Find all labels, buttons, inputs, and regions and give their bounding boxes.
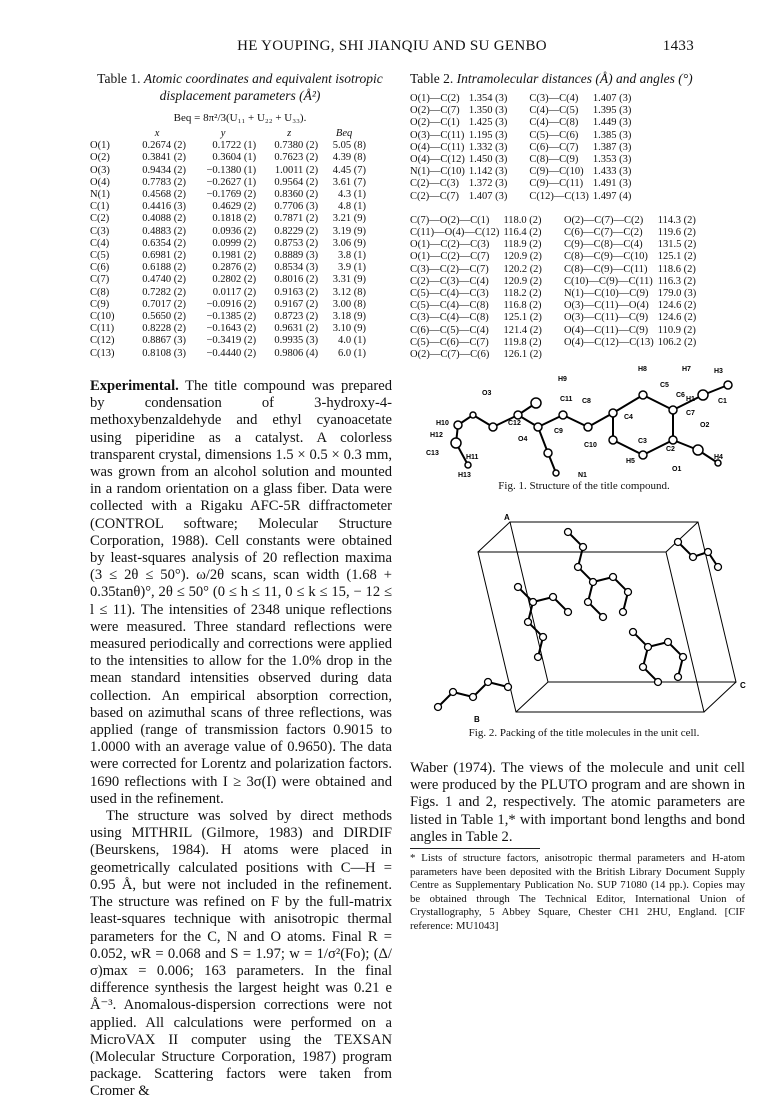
- bond-label: N(1)—C(10): [410, 166, 465, 178]
- bond-value: 124.6 (2): [657, 300, 697, 312]
- bond-value: 118.9 (2): [503, 239, 542, 251]
- table-cell: 0.9434 (2): [142, 164, 187, 176]
- figure2-molecules: [438, 532, 718, 707]
- atom-label: C2: [666, 446, 675, 453]
- atom-label: O(2): [90, 152, 110, 164]
- table-cell: 0.4416 (3): [142, 201, 187, 213]
- table-cell: 3.12 (8): [332, 286, 366, 298]
- table-row: [410, 154, 635, 166]
- atom-label: H4: [714, 454, 723, 461]
- table-cell: 0.4629 (2): [212, 201, 257, 213]
- table2-caption-text: Intramolecular distances (Å) and angles (°): [456, 71, 693, 86]
- bond-label: C(3)—C(4): [529, 93, 579, 104]
- bond-label: C(12)—C(13): [529, 190, 589, 202]
- figure1-molecule-structure: [418, 355, 750, 490]
- table-row: [410, 142, 635, 154]
- table2-label: Table 2.: [410, 71, 454, 86]
- atom-label: H13: [458, 472, 471, 479]
- bond-value: 126.1 (2): [503, 349, 542, 361]
- bond-label: O(3)—C(11)—O(4): [563, 300, 649, 312]
- table-cell: 0.8534 (3): [274, 262, 319, 274]
- bond-value: 118.0 (2): [503, 214, 542, 226]
- atom-label: H9: [558, 376, 567, 383]
- bond-label: C(9)—C(8)—C(4): [563, 239, 643, 251]
- bond-value: 131.5 (2): [657, 239, 697, 251]
- table-cell: 0.0117 (2): [212, 286, 257, 298]
- atom-label: O1: [672, 466, 682, 473]
- table2-distances: [410, 93, 635, 203]
- atom-label: O(3): [90, 164, 110, 176]
- bond-value: 120.9 (2): [503, 275, 542, 287]
- table-row: [410, 337, 700, 349]
- table-row: [410, 215, 700, 227]
- table-cell: 0.4568 (2): [142, 189, 187, 201]
- bond-label: O(4)—C(11)—C(9): [563, 324, 649, 336]
- atom-label: C4: [624, 414, 633, 421]
- table-cell: 3.18 (9): [332, 311, 366, 323]
- table1-label: Table 1.: [97, 71, 141, 86]
- bond-value: 1.372 (3): [468, 178, 508, 190]
- bond-label: O(1)—C(2)—C(7): [410, 251, 490, 263]
- bond-label: O(1)—C(2)—C(3): [410, 239, 490, 251]
- atom-label: O4: [518, 436, 528, 443]
- table-cell: 0.6354 (2): [142, 237, 187, 249]
- bond-label: C(8)—C(9)—C(10): [563, 251, 648, 263]
- table-cell: 0.6981 (2): [142, 250, 187, 262]
- table-cell: 3.06 (9): [332, 237, 366, 249]
- table-cell: −0.2627 (1): [206, 176, 257, 188]
- table-cell: 0.4740 (2): [142, 274, 187, 286]
- table-row: [410, 93, 635, 105]
- bond-label: C(6)—C(5)—C(4): [410, 324, 489, 336]
- table1: [90, 70, 390, 360]
- table-row: [90, 274, 368, 286]
- bond-value: 118.6 (2): [657, 263, 696, 275]
- table-cell: 0.7783 (2): [142, 176, 187, 188]
- atom-label: H7: [682, 366, 691, 373]
- bond-label: C(4)—C(8): [529, 117, 579, 129]
- table-cell: 0.9631 (2): [274, 323, 319, 335]
- table-row: [90, 335, 368, 347]
- running-title: HE YOUPING, SHI JIANQIU AND SU GENBO: [237, 38, 547, 54]
- bond-label: C(8)—C(9): [529, 154, 579, 166]
- table-cell: 3.31 (9): [332, 274, 366, 286]
- table-row: [410, 300, 700, 312]
- atom-label: C3: [638, 438, 647, 445]
- table-row: [410, 191, 635, 203]
- experimental-paragraph-2: The structure was solved by direct methods using MITHRIL (Gilmore, 1983) and DIRDIF (Beurskens, 1984). H atoms were placed in geometrically calculated positions with C—H = 0.95 Å, but were not included in the refinement. The structure was refined on F by the full-matrix least-squares technique with anisotropic thermal parameters for the C, N and O atoms. Final R = 0.052, wR = 0.068 and S = 1.97; w = 1/σ²(Fo); (Δ/σ)max = 0.006; 163 parameters. In the final difference synthesis the largest height was 0.21 e Å⁻³. Anomalous-dispersion corrections were not applied. All calculations were performed on a MicroVAX II computer using the TEXSAN (Molecular Structure Corporation, 1987) program package. Scattering factors were taken from Cromer &: [90, 808, 392, 1100]
- table-row: [90, 152, 368, 164]
- table-row: [90, 299, 368, 311]
- table-row: [90, 348, 368, 360]
- bond-value: 1.449 (3): [592, 117, 632, 129]
- table-cell: 0.1981 (2): [212, 250, 257, 262]
- table-row: [410, 166, 635, 178]
- table-cell: 4.45 (7): [332, 164, 366, 176]
- table-row: [90, 250, 368, 262]
- bond-value: 1.497 (4): [592, 190, 632, 202]
- table-cell: 0.7871 (2): [274, 213, 319, 225]
- bond-label: C(6)—C(7)—C(2): [563, 227, 643, 239]
- bond-label: O(1)—C(2): [410, 93, 460, 104]
- atom-label: C5: [660, 382, 669, 389]
- table-cell: 6.0 (1): [338, 347, 366, 359]
- table-cell: 0.8108 (3): [142, 347, 187, 359]
- atom-label: H10: [436, 420, 449, 427]
- table2-angles: [410, 215, 700, 361]
- table-row: [90, 201, 368, 213]
- bond-value: 106.2 (2): [657, 336, 697, 348]
- atom-label: H12: [430, 432, 443, 439]
- bond-label: O(2)—C(7)—C(2): [563, 214, 644, 226]
- bond-value: 1.142 (3): [468, 166, 508, 178]
- table-cell: 0.8228 (2): [142, 323, 187, 335]
- table-row: [410, 239, 700, 251]
- figure2-caption: Fig. 2. Packing of the title molecules in the unit cell.: [468, 727, 700, 739]
- bond-label: C(3)—C(4)—C(8): [410, 312, 489, 324]
- table1-caption: [90, 70, 390, 104]
- table1-header-cell: y: [220, 128, 226, 139]
- atom-label: C6: [676, 392, 685, 399]
- table-cell: 0.9163 (2): [274, 286, 319, 298]
- bond-value: 1.407 (3): [592, 93, 632, 104]
- table-cell: −0.0916 (2): [206, 298, 257, 310]
- bond-value: 114.3 (2): [657, 214, 696, 226]
- table-row: [90, 262, 368, 274]
- table-cell: 0.7380 (2): [274, 140, 319, 152]
- bond-label: C(2)—C(3)—C(4): [410, 275, 489, 287]
- table-cell: 0.9167 (2): [274, 298, 319, 310]
- axis-label-b: B: [474, 715, 480, 724]
- table-cell: 0.0999 (2): [212, 237, 257, 249]
- atom-label: H5: [626, 458, 635, 465]
- table-row: [90, 140, 368, 152]
- bond-value: 120.9 (2): [503, 251, 542, 263]
- atom-label: C9: [554, 428, 563, 435]
- table-cell: 0.2674 (2): [142, 140, 187, 152]
- table-row: [410, 117, 635, 129]
- bond-value: 119.6 (2): [657, 227, 696, 239]
- table-cell: 0.8016 (2): [274, 274, 319, 286]
- table1-grid: [90, 128, 368, 360]
- page-number: 1433: [662, 38, 694, 54]
- table-cell: 3.9 (1): [338, 262, 366, 274]
- bond-value: 121.4 (2): [503, 324, 542, 336]
- table-row: [90, 165, 368, 177]
- bond-label: C(6)—C(7): [529, 141, 579, 153]
- atom-label: C(3): [90, 225, 110, 237]
- bond-value: 1.425 (3): [468, 117, 508, 129]
- axis-label-a: A: [504, 513, 510, 522]
- bond-value: 125.1 (2): [503, 312, 542, 324]
- bond-value: 1.395 (3): [592, 105, 632, 117]
- atom-label: C1: [718, 398, 727, 405]
- table-cell: 0.8753 (2): [274, 237, 319, 249]
- bond-label: O(3)—C(11): [410, 129, 465, 141]
- bond-value: 116.4 (2): [503, 227, 542, 239]
- bond-value: 1.433 (3): [592, 166, 632, 178]
- table-row: [90, 311, 368, 323]
- table1-caption-text: Atomic coordinates and equivalent isotropic displacement parameters (Å²): [143, 71, 383, 103]
- atom-label: C10: [584, 442, 597, 449]
- bond-value: 1.195 (3): [468, 129, 508, 141]
- bond-value: 1.385 (3): [592, 129, 632, 141]
- figure2-unit-cell-packing: [418, 512, 750, 732]
- table-cell: 0.1818 (2): [212, 213, 257, 225]
- atom-label: O(1): [90, 140, 110, 152]
- table-row: [410, 264, 700, 276]
- table-row: [410, 227, 700, 239]
- table-cell: 3.21 (9): [332, 213, 366, 225]
- bond-label: C(5)—C(6)—C(7): [410, 336, 489, 348]
- atom-label: C7: [686, 410, 695, 417]
- table1-header-cell: x: [154, 128, 160, 139]
- bond-value: 125.1 (2): [657, 251, 697, 263]
- table-cell: 0.5650 (2): [142, 311, 187, 323]
- table-cell: 0.8889 (3): [274, 250, 319, 262]
- atom-label: N1: [578, 472, 587, 479]
- bond-value: 118.2 (2): [503, 288, 542, 300]
- table-cell: 0.8867 (3): [142, 335, 187, 347]
- table-row: [410, 288, 700, 300]
- bond-value: 1.353 (3): [592, 154, 632, 166]
- table-cell: 3.19 (9): [332, 225, 366, 237]
- figure1-caption: Fig. 1. Structure of the title compound.: [498, 480, 670, 492]
- atom-label: H11: [466, 454, 479, 461]
- footnote-divider: [410, 848, 540, 849]
- atom-label: C(11): [90, 323, 115, 335]
- bond-value: 1.407 (3): [468, 190, 508, 202]
- table-cell: 0.3841 (2): [142, 152, 187, 164]
- table-cell: 4.39 (8): [332, 152, 366, 164]
- bond-label: C(8)—C(9)—C(11): [563, 263, 648, 275]
- bond-label: C(9)—C(11): [529, 178, 584, 190]
- bond-value: 120.2 (2): [503, 263, 542, 275]
- table-cell: −0.1380 (1): [206, 164, 257, 176]
- table-row: [90, 226, 368, 238]
- table-cell: 0.9935 (3): [274, 335, 319, 347]
- atom-label: C(4): [90, 237, 110, 249]
- experimental-heading: Experimental.: [90, 378, 179, 394]
- atom-label: C8: [582, 398, 591, 405]
- table-cell: 1.0011 (2): [274, 164, 319, 176]
- table-cell: 3.8 (1): [338, 250, 366, 262]
- bond-value: 179.0 (3): [657, 288, 697, 300]
- atom-label: N(1): [90, 189, 110, 201]
- bond-label: O(3)—C(11)—C(9): [563, 312, 649, 324]
- bond-label: C(10)—C(9)—C(11): [563, 275, 653, 287]
- bond-value: 1.491 (3): [592, 178, 632, 190]
- bond-label: C(5)—C(4)—C(3): [410, 288, 489, 300]
- atom-label: C(13): [90, 347, 115, 359]
- bond-value: 119.8 (2): [503, 336, 542, 348]
- bond-label: O(2)—C(7): [410, 105, 460, 117]
- table-cell: 3.00 (8): [332, 298, 366, 310]
- table-cell: 0.8229 (2): [274, 225, 319, 237]
- beq-formula: Beq = 8π²/3(U₁₁ + U₂₂ + U₃₃).: [173, 112, 307, 124]
- experimental-text-1: The title compound was prepared by condensation of 3-hydroxy-4-methoxybenzaldehyde and ethyl cyanoacetate using piperidine as a catalyst. A colorless transparent crystal, dimensions 1.5 × 0.5 × 0.3 mm, was grown from an alcohol solution and mounted in a random orientation on a glass fiber. Data were collected with a Rigaku AFC-5R diffractometer (CONTROL software; Molecular Structure Corporation, 1988). Cell constants were obtained by least-squares analysis of 20 reflection maxima (3 ≤ 2θ ≤ 50°). ω/2θ scans, scan width (1.68 + 0.35tanθ)°, 2θ ≤ 50° (0 ≤ h ≤ 11, 0 ≤ k ≤ 15, − 12 ≤ l ≤ 11). The intensities of 2348 unique reflections were measured. Three standard reflections were measured periodically and corrections were applied to the intensities to allow for the 1.0% drop in the mean standard intensities observed during data collection. An empirical absorption correction, based on azimuthal scans of three reflections, was applied (range of transmission factors 0.9015 to 1.0000 with an average value of 0.9650). The data were corrected for Lorentz and polarization factors. 1690 reflections with I ≥ 3σ(I) were obtained and used in the refinement.: [90, 378, 392, 807]
- atom-label: C(9): [90, 298, 110, 310]
- figure2-atoms: [435, 529, 722, 711]
- table-cell: 0.9806 (4): [274, 347, 319, 359]
- atom-label: H3: [714, 368, 723, 375]
- table-row: [90, 238, 368, 250]
- table-cell: 0.2876 (2): [212, 262, 257, 274]
- table-row: [410, 178, 635, 190]
- experimental-section: [90, 378, 392, 1101]
- table-cell: 0.7623 (2): [274, 152, 319, 164]
- axis-label-c: C: [740, 681, 746, 690]
- bond-value: 116.8 (2): [503, 300, 542, 312]
- table-cell: 0.9564 (2): [274, 176, 319, 188]
- atom-label: H8: [638, 366, 647, 373]
- table-cell: 0.4883 (2): [142, 225, 187, 237]
- bond-value: 1.332 (3): [468, 141, 508, 153]
- bond-label: N(1)—C(10)—C(9): [563, 288, 649, 300]
- table-cell: 0.8360 (2): [274, 189, 319, 201]
- table2: [410, 70, 740, 361]
- table-cell: 0.8723 (2): [274, 311, 319, 323]
- table-cell: −0.4440 (2): [206, 347, 257, 359]
- atom-label: O3: [482, 390, 492, 397]
- table-cell: 0.0936 (2): [212, 225, 257, 237]
- bond-label: C(5)—C(6): [529, 129, 579, 141]
- atom-label: C(2): [90, 213, 110, 225]
- bond-value: 1.450 (3): [468, 154, 508, 166]
- table-row: [90, 287, 368, 299]
- table-cell: −0.1643 (2): [206, 323, 257, 335]
- table1-header-cell: [90, 128, 126, 140]
- footnote: * Lists of structure factors, anisotropic thermal parameters and H-atom parameters have been deposited with the British Library Document Supply Centre as Supplementary Publication No. SUP 71080 (14 pp.). Copies may be obtained through The Technical Editor, International Union of Crystallography, 5 Abbey Square, Chester CH1 2HU, England. [CIF reference: MU1043]: [410, 852, 745, 932]
- table-cell: 0.3604 (1): [212, 152, 257, 164]
- bond-value: 124.6 (2): [657, 312, 697, 324]
- atom-label: C(10): [90, 311, 115, 323]
- experimental-paragraph-1: [90, 378, 392, 808]
- table-row: [90, 177, 368, 189]
- atom-label: C(1): [90, 201, 110, 213]
- bond-label: O(4)—C(12)—C(13): [563, 336, 654, 348]
- table1-header-cell: Beq: [335, 128, 353, 139]
- bond-value: 116.3 (2): [657, 275, 696, 287]
- table2-caption: [410, 70, 740, 87]
- table-row: [410, 130, 635, 142]
- bond-label: C(7)—O(2)—C(1): [410, 214, 490, 226]
- table-cell: 5.05 (8): [332, 140, 366, 152]
- table-cell: −0.1769 (2): [206, 189, 257, 201]
- table-cell: 3.61 (7): [332, 176, 366, 188]
- table-cell: 0.6188 (2): [142, 262, 187, 274]
- atom-label: O(4): [90, 176, 110, 188]
- bond-value: 1.387 (3): [592, 141, 632, 153]
- table-row: [410, 276, 700, 288]
- bond-value: 1.354 (3): [468, 93, 508, 104]
- atom-label: C11: [560, 396, 573, 403]
- table-row: [90, 213, 368, 225]
- bond-label: C(9)—C(10): [529, 166, 584, 178]
- table-cell: 0.1722 (1): [212, 140, 257, 152]
- table-row: [90, 323, 368, 335]
- table-cell: −0.1385 (2): [206, 311, 257, 323]
- discussion-paragraph: Waber (1974). The views of the molecule and unit cell were produced by the PLUTO program and are shown in Figs. 1 and 2, respectively. The atomic parameters are listed in Table 1,* with important bond lengths and bond angles in Table 2.: [410, 760, 745, 845]
- bond-label: C(4)—C(5): [529, 105, 579, 117]
- atom-label: C(6): [90, 262, 110, 274]
- bond-label: C(11)—O(4)—C(12): [410, 227, 500, 239]
- bond-label: C(2)—C(7): [410, 190, 459, 202]
- table-row: [410, 312, 700, 324]
- bond-value: 110.9 (2): [657, 324, 696, 336]
- bond-label: O(4)—C(12): [410, 154, 465, 166]
- table-cell: 0.2802 (2): [212, 274, 257, 286]
- atom-label: C(12): [90, 335, 115, 347]
- table-cell: 0.7282 (2): [142, 286, 187, 298]
- bond-value: 1.350 (3): [468, 105, 508, 117]
- table-cell: 4.0 (1): [338, 335, 366, 347]
- bond-label: C(2)—C(3): [410, 178, 459, 190]
- atom-label: C(8): [90, 286, 110, 298]
- atom-label: C12: [508, 420, 521, 427]
- table-cell: 0.7017 (2): [142, 298, 187, 310]
- table-cell: 4.3 (1): [338, 189, 366, 201]
- bond-label: O(2)—C(1): [410, 117, 460, 129]
- table-row: [90, 189, 368, 201]
- table-cell: −0.3419 (2): [206, 335, 257, 347]
- table-row: [410, 251, 700, 263]
- table-cell: 4.8 (1): [338, 201, 366, 213]
- bond-label: O(2)—C(7)—C(6): [410, 349, 490, 361]
- bond-label: O(4)—C(11): [410, 141, 465, 153]
- atom-label: C(5): [90, 250, 110, 262]
- table-cell: 0.4088 (2): [142, 213, 187, 225]
- bond-label: C(5)—C(4)—C(8): [410, 300, 489, 312]
- table1-header-cell: z: [287, 128, 292, 139]
- table-row: [410, 105, 635, 117]
- atom-label: H1: [686, 396, 695, 403]
- table-row: [410, 325, 700, 337]
- atom-label: O2: [700, 422, 710, 429]
- table-cell: 0.7706 (3): [274, 201, 319, 213]
- atom-label: C13: [426, 450, 439, 457]
- atom-label: C(7): [90, 274, 110, 286]
- bond-label: C(3)—C(2)—C(7): [410, 263, 489, 275]
- table-cell: 3.10 (9): [332, 323, 366, 335]
